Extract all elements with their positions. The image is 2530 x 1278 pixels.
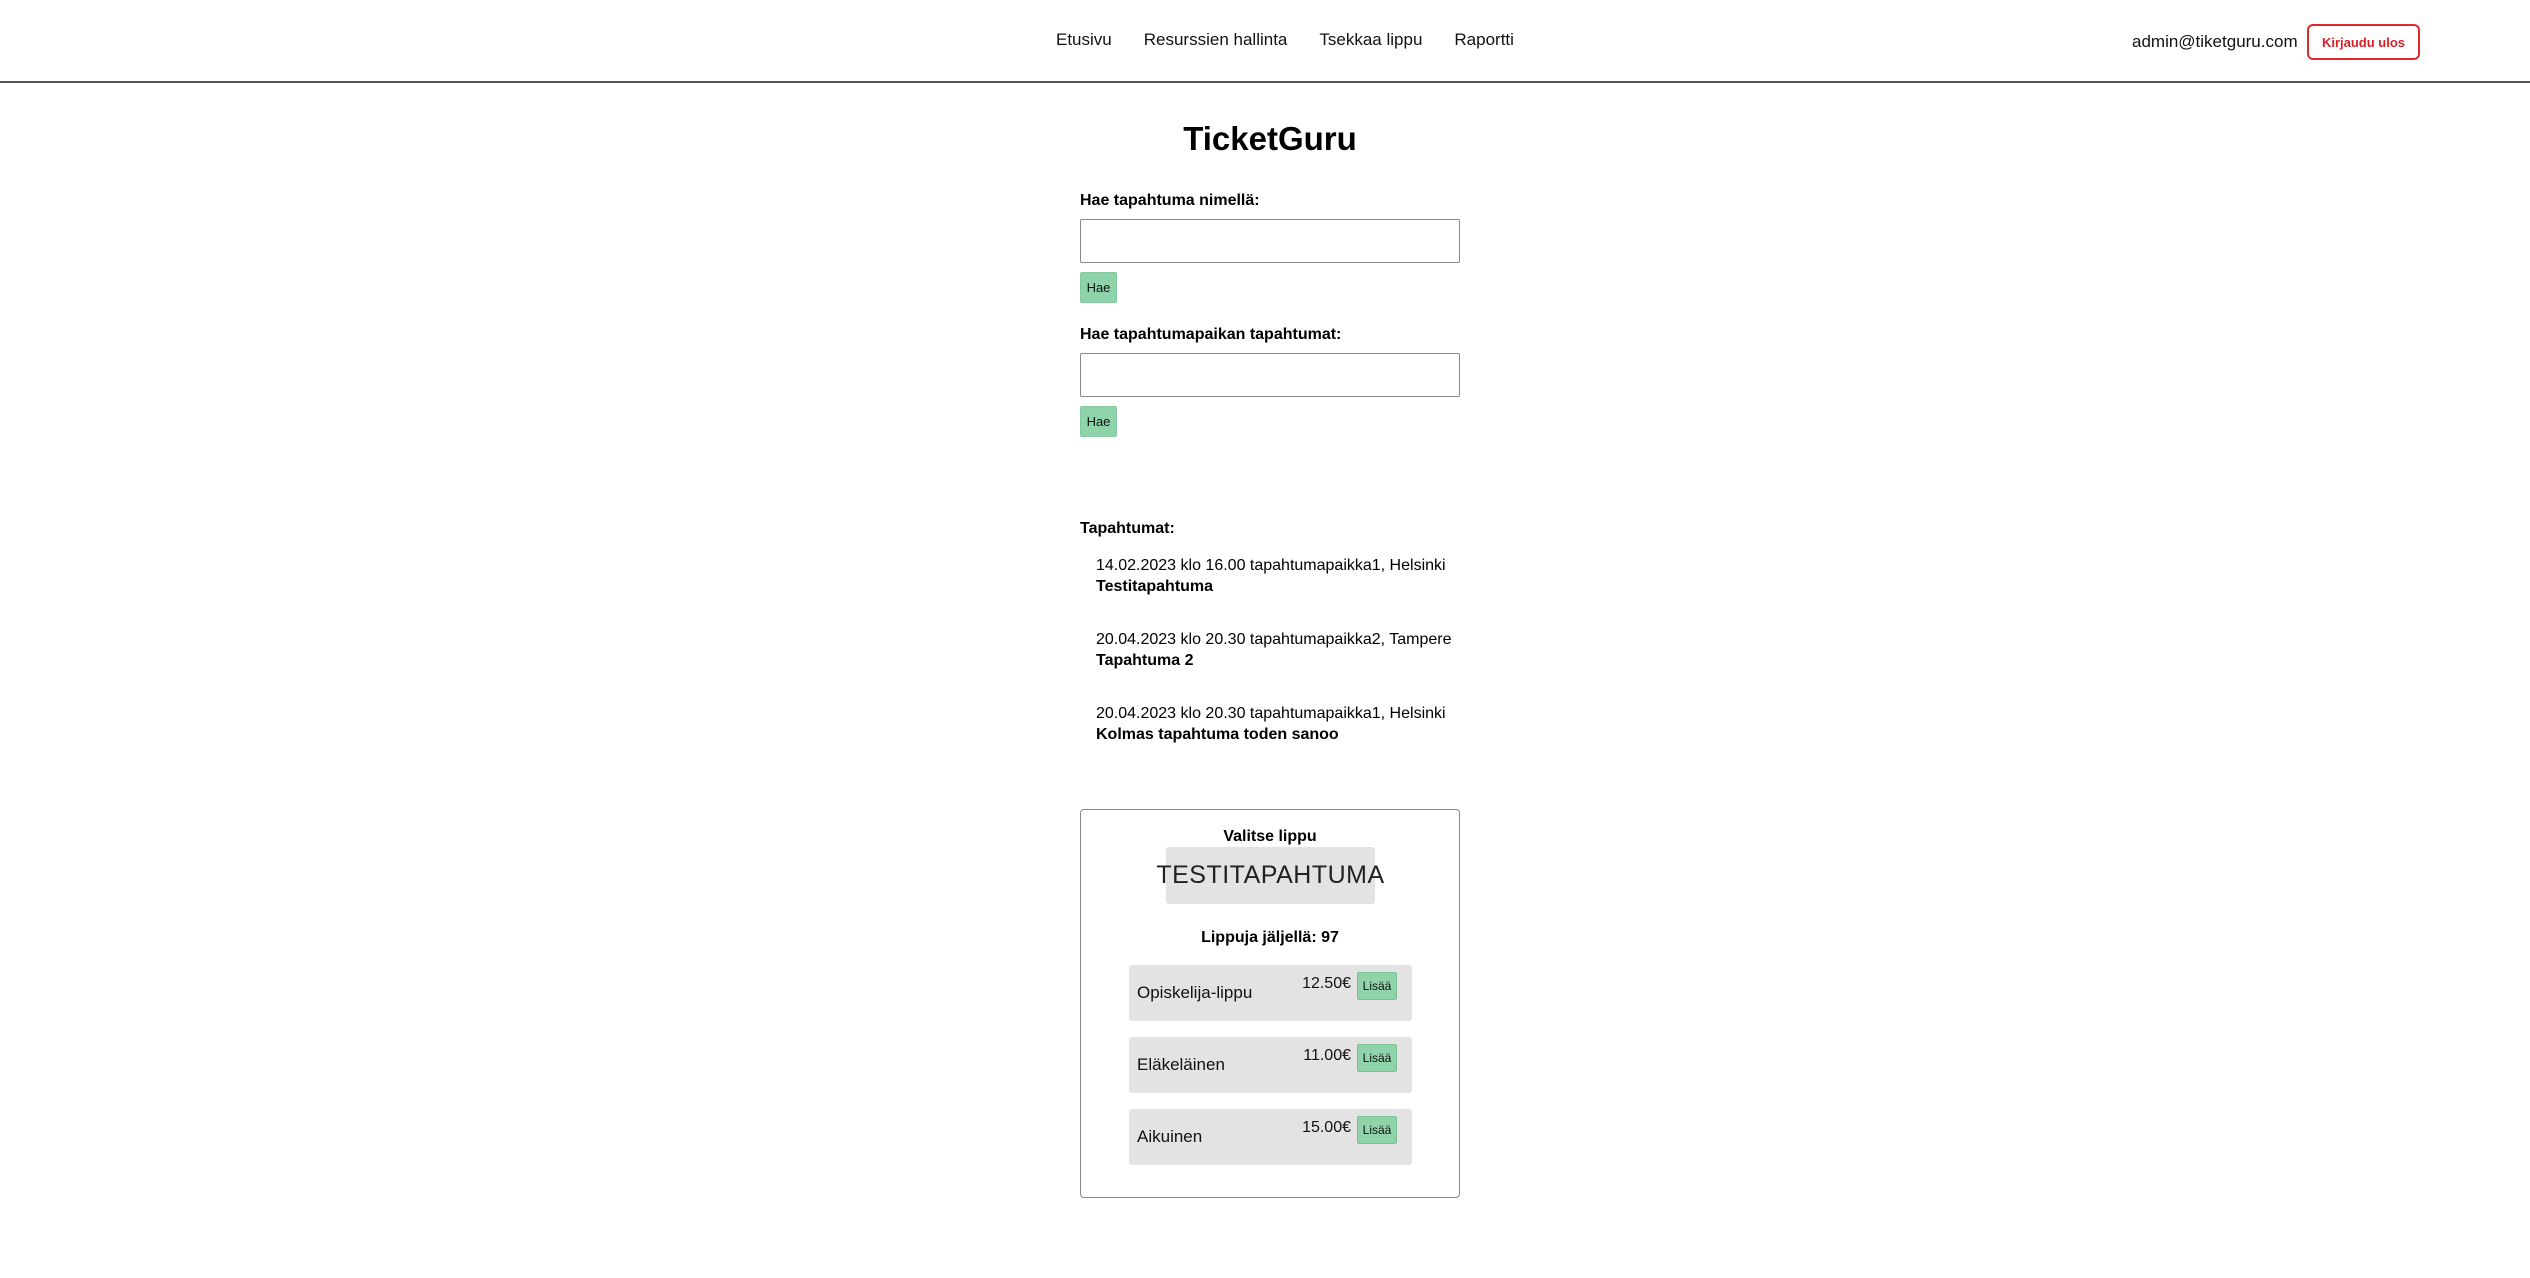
ticket-price: 12.50€ [1302,975,1351,992]
selected-event-badge: TESTITAPAHTUMA [1166,847,1375,904]
event-name: Kolmas tapahtuma toden sanoo [1096,726,1339,743]
tickets-remaining: Lippuja jäljellä: 97 [1201,929,1339,946]
search-name-input[interactable] [1080,219,1460,263]
page-title: TicketGuru [1183,120,1357,157]
ticket-name: Aikuinen [1137,1127,1203,1146]
event-item-1[interactable] [1096,555,1460,597]
ticket-row-aikuinen [1129,1109,1412,1165]
search-venue-input[interactable] [1080,353,1460,397]
search-name-label: Hae tapahtuma nimellä: [1080,192,1260,209]
main-nav [1056,30,1546,50]
top-navbar [0,0,2530,83]
event-meta: 20.04.2023 klo 20.30 tapahtumapaikka2, Tampere [1096,631,1452,648]
event-name: Tapahtuma 2 [1096,652,1194,669]
ticket-row-opiskelija [1129,965,1412,1021]
ticket-name: Opiskelija-lippu [1137,983,1253,1002]
event-meta: 20.04.2023 klo 20.30 tapahtumapaikka1, Helsinki [1096,705,1446,722]
event-item-2[interactable] [1096,629,1460,671]
search-venue-button[interactable]: Hae [1080,406,1117,437]
event-name: Testitapahtuma [1096,578,1214,595]
add-ticket-button[interactable]: Lisää [1357,1044,1397,1072]
ticket-price: 11.00€ [1303,1047,1351,1064]
ticket-price: 15.00€ [1302,1119,1351,1136]
events-heading: Tapahtumat: [1080,520,1175,537]
ticket-name: Eläkeläinen [1137,1055,1225,1074]
nav-link-tsekkaa-lippu[interactable]: Tsekkaa lippu [1319,30,1423,49]
ticket-row-elakelainen [1129,1037,1412,1093]
event-meta: 14.02.2023 klo 16.00 tapahtumapaikka1, Helsinki [1096,557,1446,574]
add-ticket-button[interactable]: Lisää [1357,1116,1397,1144]
logout-button[interactable]: Kirjaudu ulos [2307,24,2420,60]
user-email: admin@tiketguru.com [2132,32,2298,51]
search-name-button[interactable]: Hae [1080,272,1117,303]
ticket-panel-title: Valitse lippu [1223,828,1317,845]
event-item-3[interactable] [1096,703,1460,745]
search-venue-label: Hae tapahtumapaikan tapahtumat: [1080,326,1342,343]
ticket-selection-panel [1080,809,1460,1198]
nav-link-resurssien-hallinta[interactable]: Resurssien hallinta [1143,30,1288,49]
nav-link-raportti[interactable]: Raportti [1454,30,1514,49]
add-ticket-button[interactable]: Lisää [1357,972,1397,1000]
nav-link-etusivu[interactable]: Etusivu [1056,30,1112,49]
